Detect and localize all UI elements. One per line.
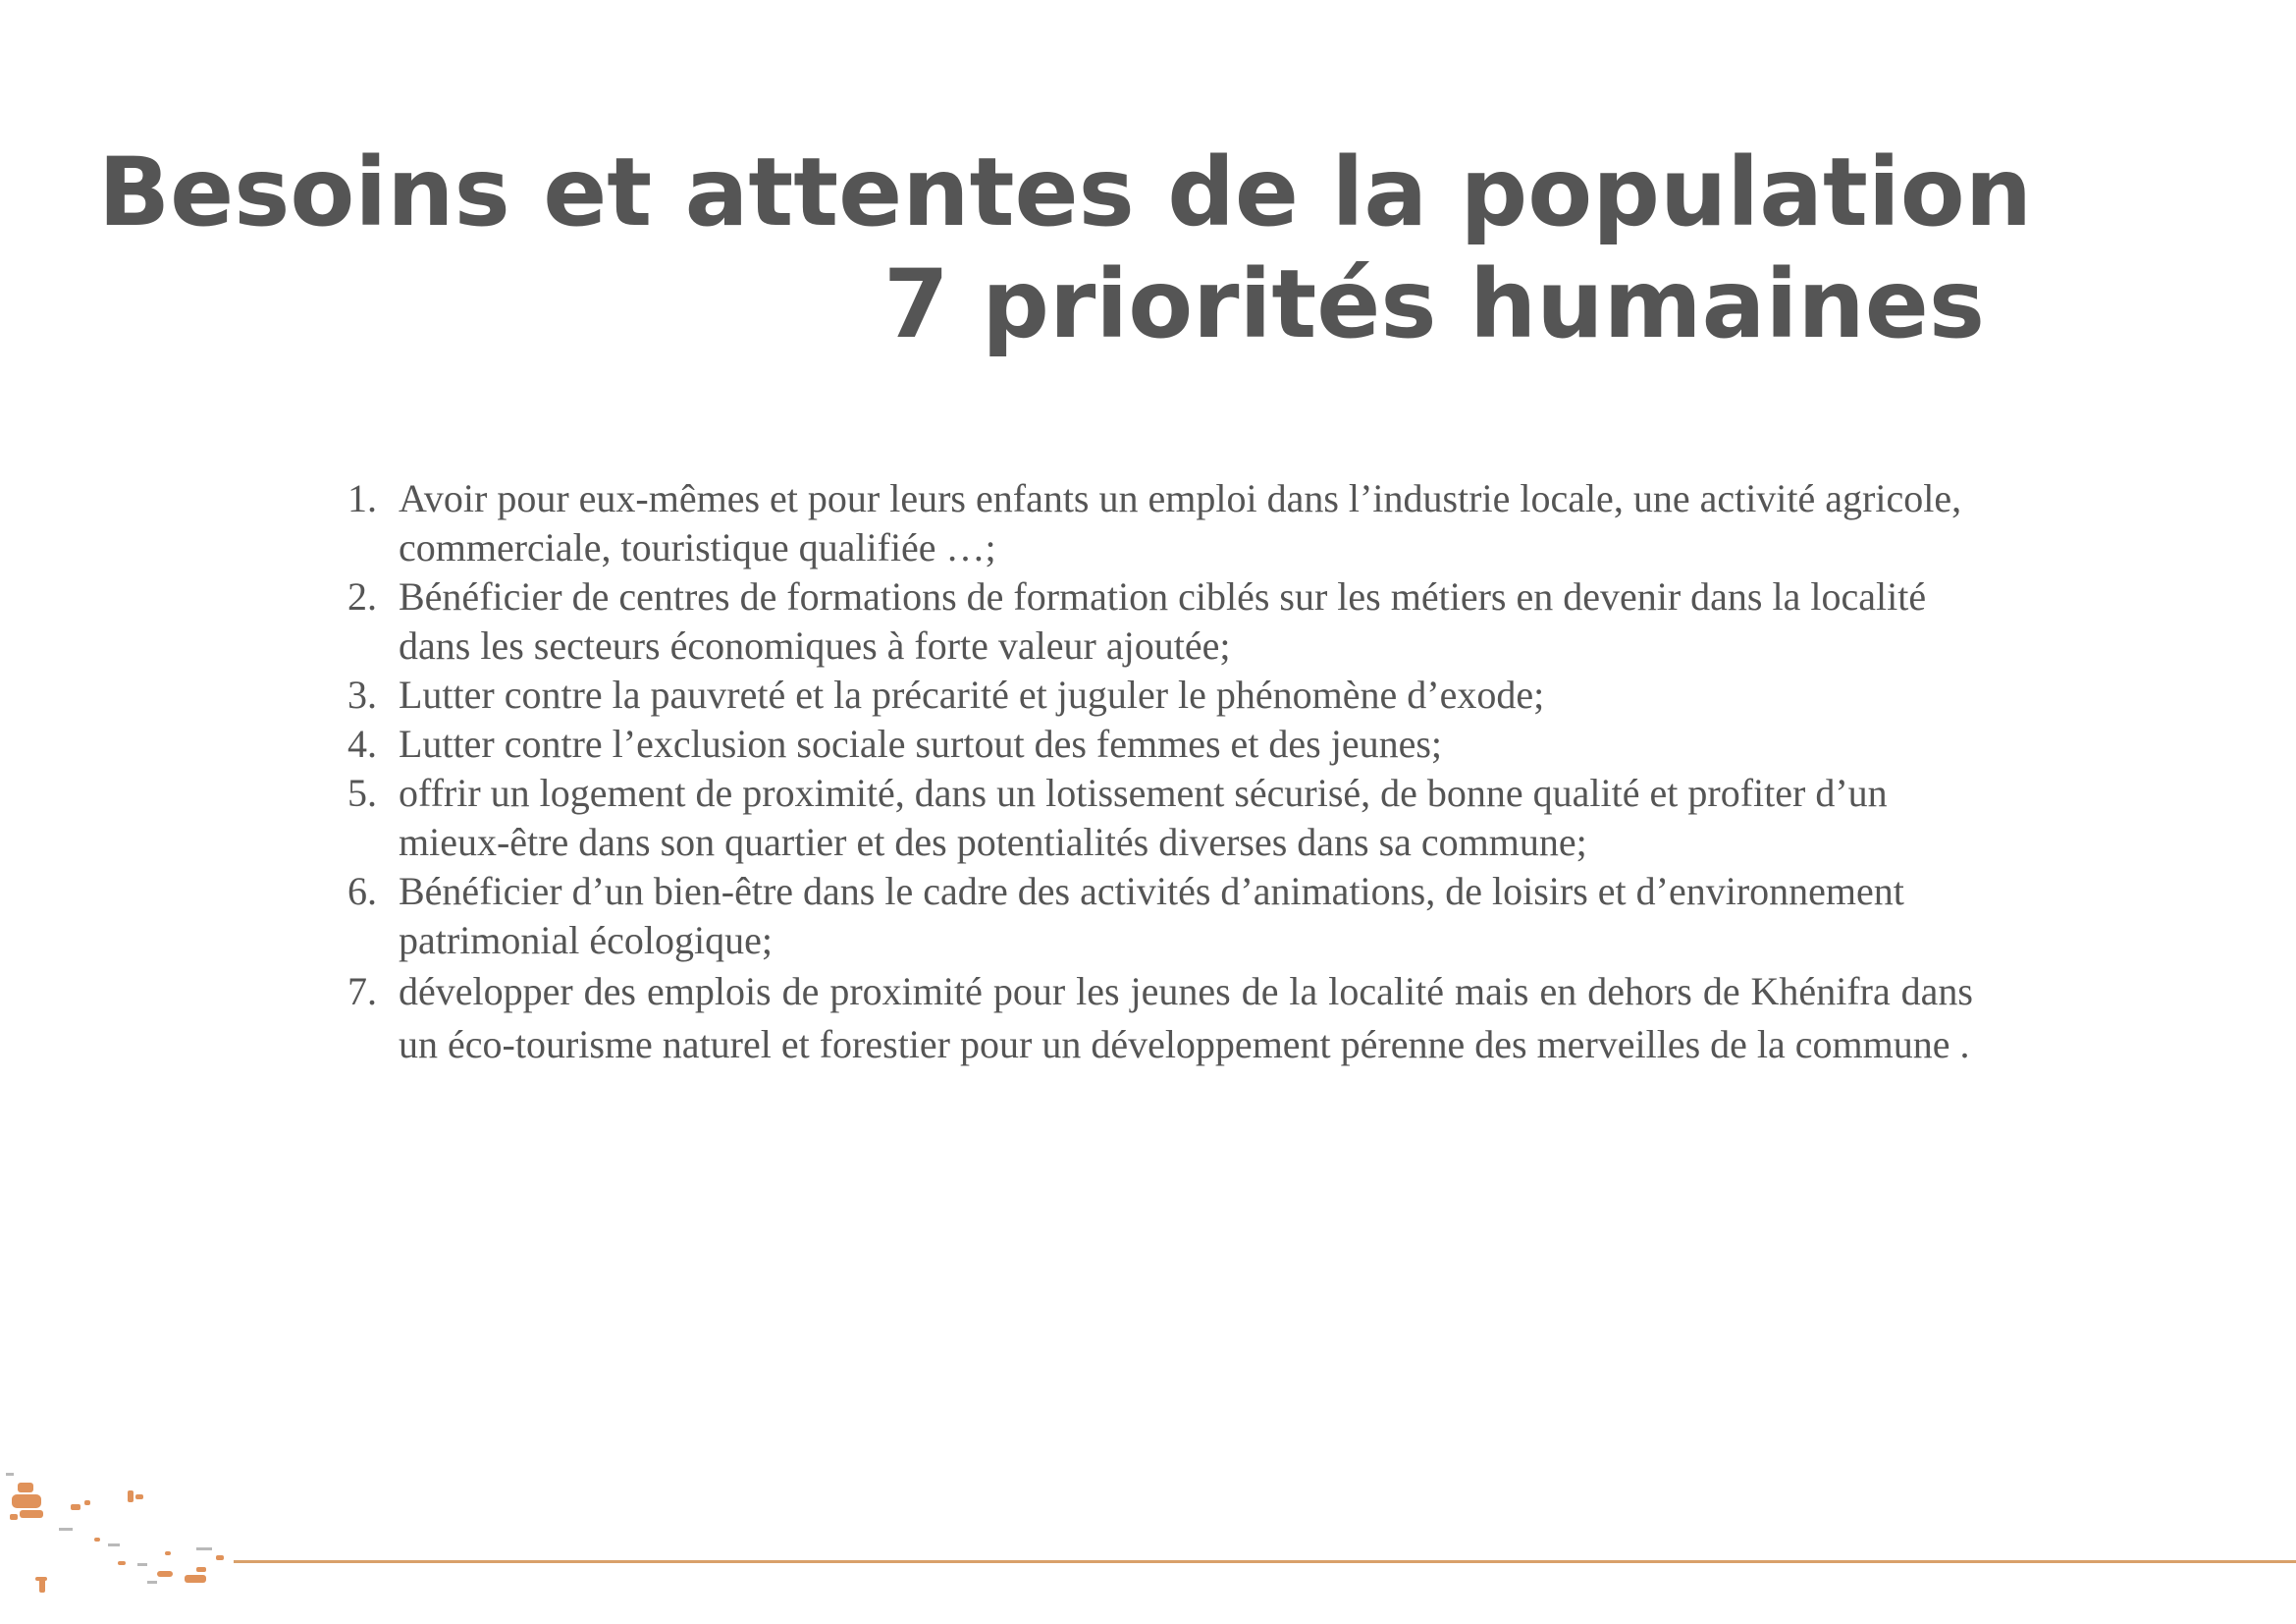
priority-text: offrir un logement de proximité, dans un lotissement sécurisé, de bonne qualité et profiter d’un mieux-être dans son quartier et des potentialités diverses dans sa commune; — [399, 771, 1888, 864]
priorities-list — [344, 474, 1973, 1071]
priority-text: Lutter contre l’exclusion sociale surtout des femmes et des jeunes; — [399, 722, 1443, 766]
priority-item — [344, 965, 1973, 1071]
priority-number: 1. — [347, 476, 377, 520]
priority-text: développer des emplois de proximité pour les jeunes de la localité mais en dehors de Khénifra dans un éco-tourisme naturel et forestier pour un développement pérenne des merveilles de la commune . — [399, 969, 1973, 1066]
slide-title-line1: Besoins et attentes de la population — [98, 137, 2033, 247]
scattered-logo-icon — [0, 1453, 245, 1620]
priority-item — [344, 769, 1973, 867]
slide-title-line2: 7 priorités humaines — [883, 249, 1985, 359]
priority-item — [344, 867, 1973, 965]
priority-number: 6. — [347, 869, 377, 913]
priority-number: 4. — [347, 722, 377, 766]
priority-number: 2. — [347, 574, 377, 619]
priority-number: 7. — [347, 969, 377, 1013]
priority-item — [344, 720, 1973, 769]
priority-text: Lutter contre la pauvreté et la précarité et juguler le phénomène d’exode; — [399, 673, 1545, 717]
priority-number: 5. — [347, 771, 377, 815]
priority-item — [344, 572, 1973, 671]
priority-text: Bénéficier de centres de formations de formation ciblés sur les métiers en devenir dans la localité dans les secteurs économiques à forte valeur ajoutée; — [399, 574, 1927, 668]
priority-item — [344, 474, 1973, 572]
footer-divider — [234, 1560, 2296, 1563]
priority-number: 3. — [347, 673, 377, 717]
priority-text: Bénéficier d’un bien-être dans le cadre des activités d’animations, de loisirs et d’environnement patrimonial écologique; — [399, 869, 1904, 962]
priority-item — [344, 671, 1973, 720]
priority-text: Avoir pour eux-mêmes et pour leurs enfants un emploi dans l’industrie locale, une activité agricole, commerciale, touristique qualifiée …; — [399, 476, 1962, 569]
